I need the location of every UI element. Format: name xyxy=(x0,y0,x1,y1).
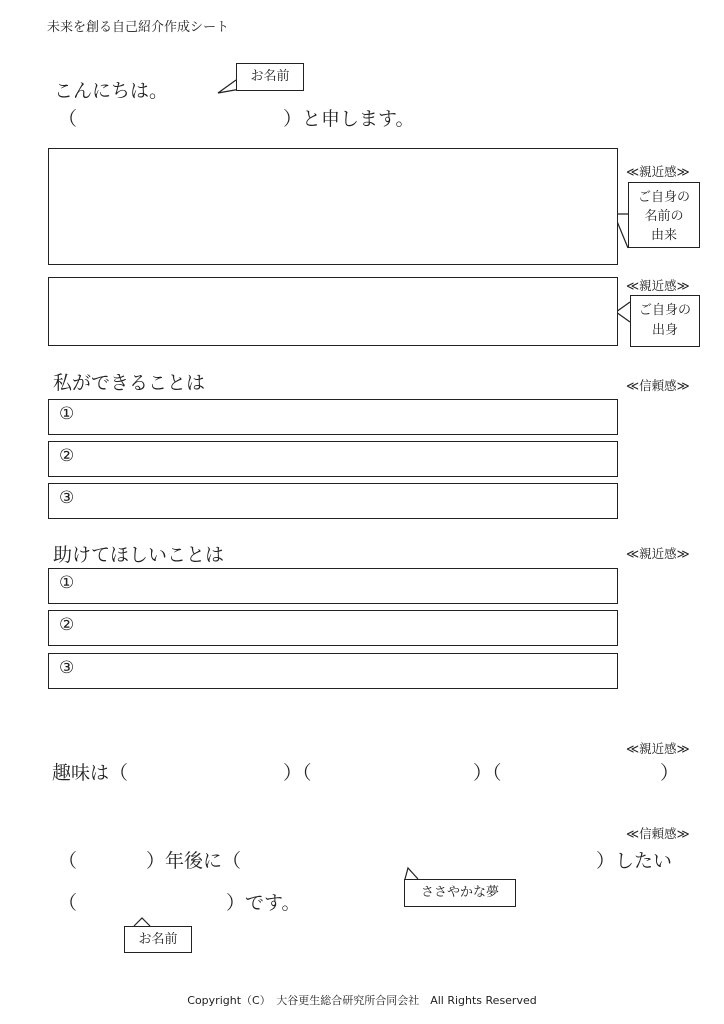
hobby-close: ） xyxy=(660,762,680,784)
can-do-row[interactable] xyxy=(48,441,618,477)
can-do-row[interactable] xyxy=(48,399,618,435)
callout-line: 名前の xyxy=(644,209,684,224)
closing-close: ）です。 xyxy=(226,892,301,914)
row-number: ② xyxy=(59,615,75,635)
future-open: （ xyxy=(58,850,78,872)
future-mid: ）年後に（ xyxy=(146,850,242,872)
name-line-closing: ）と申します。 xyxy=(283,108,415,130)
tag-can-do: ≪信頼感≫ xyxy=(626,378,690,393)
hobby-label: 趣味は（ xyxy=(52,762,129,784)
name-callout-top: お名前 xyxy=(236,63,304,91)
copyright-footer: Copyright（C） 大谷更生総合研究所合同会社 All Rights Reserved xyxy=(187,994,537,1007)
tag-origin: ≪親近感≫ xyxy=(626,164,690,179)
birthplace-callout xyxy=(630,295,700,347)
tag-help: ≪親近感≫ xyxy=(626,546,690,561)
tag-hobby: ≪親近感≫ xyxy=(626,741,690,756)
name-origin-callout xyxy=(628,182,700,248)
sheet-title: 未来を創る自己紹介作成シート xyxy=(47,20,230,35)
row-number: ③ xyxy=(59,488,75,508)
can-do-heading: 私ができることは xyxy=(53,372,206,394)
help-row[interactable] xyxy=(48,653,618,689)
help-row[interactable] xyxy=(48,610,618,646)
row-number: ① xyxy=(59,573,75,593)
row-number: ① xyxy=(59,404,75,424)
row-number: ② xyxy=(59,446,75,466)
callout-line: 出身 xyxy=(651,323,678,338)
dream-callout: ささやかな夢 xyxy=(404,879,516,907)
hobby-separator-1: ）（ xyxy=(283,762,312,784)
tag-future: ≪信頼感≫ xyxy=(626,826,690,841)
name-open-paren: （ xyxy=(58,108,78,130)
callout-line: 由来 xyxy=(650,228,677,243)
callout-line: ご自身の xyxy=(637,190,690,205)
future-close: ）したい xyxy=(596,850,673,872)
greeting-text: こんにちは。 xyxy=(54,80,169,102)
hobby-separator-2: ）（ xyxy=(473,762,502,784)
closing-open: （ xyxy=(58,892,78,914)
row-number: ③ xyxy=(59,658,75,678)
tag-birthplace: ≪親近感≫ xyxy=(626,278,690,293)
callout-line: ご自身の xyxy=(638,303,691,318)
help-heading: 助けてほしいことは xyxy=(53,544,225,566)
name-origin-box[interactable] xyxy=(48,148,618,265)
name-callout-bottom: お名前 xyxy=(124,926,192,953)
birthplace-box[interactable] xyxy=(48,277,618,346)
help-row[interactable] xyxy=(48,568,618,604)
can-do-row[interactable] xyxy=(48,483,618,519)
